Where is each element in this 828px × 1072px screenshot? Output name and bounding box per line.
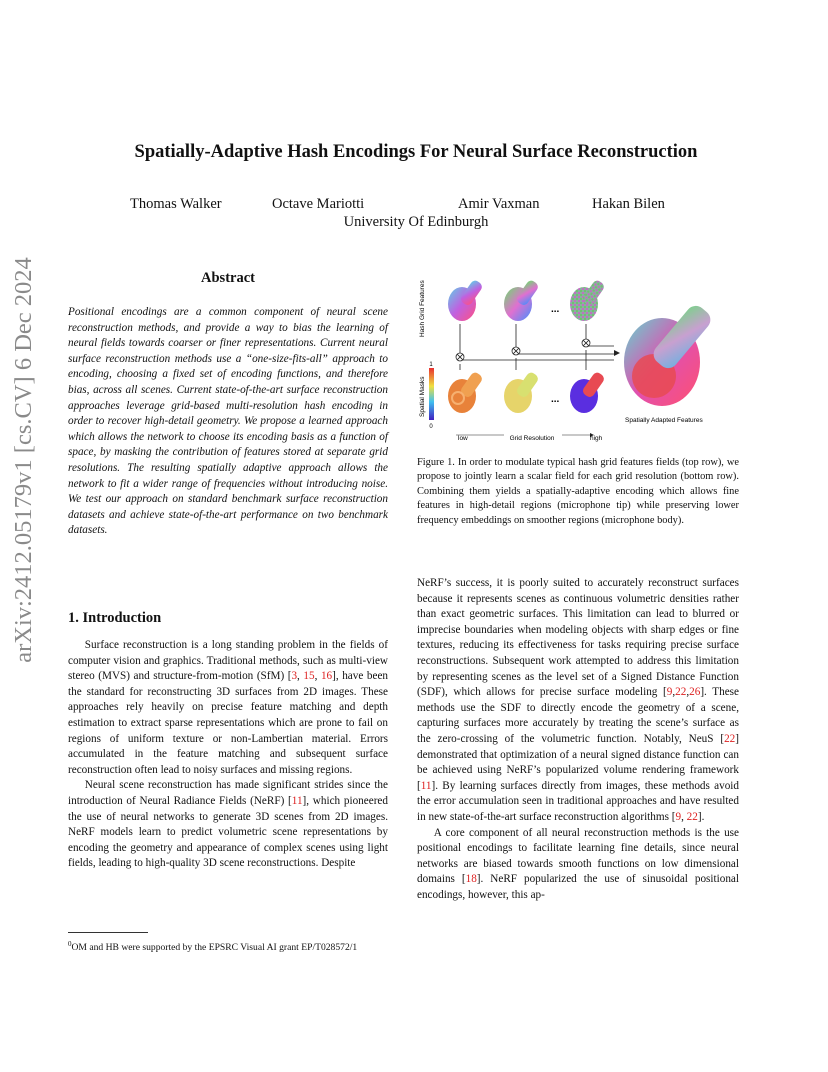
column-2-text [417, 576, 739, 903]
citation[interactable]: 3 [291, 670, 298, 683]
axis-low-label: low [458, 435, 468, 442]
figure-1 [414, 272, 748, 448]
figure-caption: Figure 1. In order to modulate typical hash grid features fields (top row), we propose to jointly learn a scalar field for each grid resolution (bottom row). Combining them yields a spatially-adaptive encoding which allows fine features in high-detail regions (microphone tip) while preserving lower frequency embeddings on smoother regions (microphone body). [417, 457, 739, 526]
hash-grid-features-label: Hash Grid Features [419, 280, 426, 337]
citation[interactable]: 22 [724, 732, 736, 745]
citation[interactable]: 11 [291, 794, 303, 807]
mask-mid [504, 371, 540, 413]
citation[interactable]: 22 [675, 686, 687, 699]
scale-bottom-label: 0 [429, 424, 433, 430]
intro-paragraph-2: Neural scene reconstruction has made significant strides since the introduction of Neural Radiance Fields (NeRF) [11], which pioneered the use of neural networks to generate 3D scenes from 2D images. NeRF models learn to predict volumetric scene representations by encoding the geometry and appearance of complex scenes using light fields, leading to high-quality 3D scene reconstructions. Despite [68, 779, 388, 870]
multiply-node-2 [512, 347, 520, 355]
mask-high [570, 371, 606, 413]
author-1: Thomas Walker [130, 196, 222, 212]
citation[interactable]: 15 [303, 670, 315, 683]
multiply-node-3 [582, 339, 590, 347]
col2-paragraph-1: NeRF’s success, it is poorly suited to accurately reconstruct surfaces because it represents scenes as continuous volumetric densities rather than exact geometric surfaces. This limitation can lead to blurred or imprecise boundaries when modeling objects with sharp edges or fine textures, reducing its effectiveness for tasks requiring precise surface reconstructions. Subsequent work attempted to address this limitation by representing scenes as the level set of a Signed Distance Function (SDF), which allows for precise surface modeling [9,22,26]. These methods use the SDF to directly encode the geometry of a scene, capturing surfaces more accurately by treating the scene’s surface as the zero-crossing of the volumetric function. Notably, NeuS [22] demonstrated that optimization of a neural signed distance function can be achieved using NeRF’s popularized volume rendering framework [11]. By learning surfaces directly from images, these methods avoid the error accumulation seen in traditional approaches and have resulted in new state-of-the-art surface reconstruction algorithms [9, 22]. [417, 577, 739, 823]
mask-low [448, 371, 484, 413]
introduction-heading: 1. Introduction [68, 610, 162, 626]
spatial-masks-label: Spatial Masks [419, 376, 426, 417]
hash-feature-high [570, 279, 606, 321]
mask-color-scale [429, 368, 434, 420]
multiply-node-1 [456, 353, 464, 361]
axis-title: Grid Resolution [509, 435, 555, 442]
author-3: Amir Vaxman [458, 196, 540, 212]
author-2: Octave Mariotti [272, 196, 365, 212]
citation[interactable]: 11 [420, 779, 432, 792]
citation[interactable]: 16 [320, 670, 333, 683]
scale-top-label: 1 [429, 362, 433, 368]
intro-paragraph-1: Surface reconstruction is a long standing problem in the fields of computer vision and graphics. Traditional methods, such as multi-view stereo (MVS) and structure-from-motion (SfM) [3, 15, 16], have been the standard for reconstructing 3D surfaces from 2D images. These approaches rely heavily on precise feature matching and depth estimation to extract sparse representations which are prone to fail on regions of uniform texture or non-Lambertian material. Errors accumulated in the feature matching and subsequent surface reconstruction often lead to noisy surfaces and missing regions. [68, 639, 389, 776]
arxiv-identifier: arXiv:2412.05179v1 [cs.CV] 6 Dec 2024 [10, 257, 37, 663]
hash-feature-mid [504, 279, 540, 321]
citation[interactable]: 26 [689, 686, 701, 699]
axis-high-label: high [590, 435, 603, 442]
spatially-adapted-label: Spatially Adapted Features [625, 417, 703, 424]
citation[interactable]: 9 [666, 686, 673, 699]
top-ellipsis: ... [551, 304, 560, 315]
citation[interactable]: 22 [686, 810, 698, 823]
arrow-head [614, 350, 620, 356]
paper-title: Spatially-Adaptive Hash Encodings For Neural Surface Reconstruction [134, 142, 698, 162]
citation[interactable]: 9 [675, 810, 682, 823]
abstract-text: Positional encodings are a common component of neural scene reconstruction methods, and provide a way to bias the learning of neural fields towards coarser or finer representations. Current neural surface reconstruction methods use a “one-size-fits-all” approach to encoding, choosing a fixed set of encoding functions, and therefore bias, across all scenes. Current state-of-the-art surface reconstruction approaches leverage grid-based multi-resolution hash encoding in order to recover high-detail geometry. We propose a learned approach which allows the network to choose its encoding basis as a function of space, by masking the contribution of features stored at separate grid resolutions. The resulting spatially adaptive approach allows the network to fit a wider range of frequencies without introducing noise. We test our approach on standard benchmark surface reconstruction datasets and achieve state-of-the-art performance on two benchmark datasets. [68, 306, 388, 537]
bottom-ellipsis: ... [551, 394, 560, 405]
spatially-adapted-result [624, 302, 714, 406]
combination-arrows [460, 324, 614, 370]
col2-paragraph-2: A core component of all neural reconstruction methods is the use positional encodings to facilitate learning fine details, since neural networks are biased towards smooth functions on low dimensional domains [18]. NeRF popularized the use of sinusoidal positional encodings, however, this ap- [417, 826, 739, 901]
author-4: Hakan Bilen [592, 196, 665, 212]
footnote-rule [68, 932, 148, 933]
abstract-heading: Abstract [201, 270, 255, 286]
introduction-column-1 [68, 638, 388, 872]
hash-feature-low [448, 279, 484, 321]
affiliation: University Of Edinburgh [343, 214, 489, 230]
citation[interactable]: 18 [465, 873, 477, 886]
footnote: $^0$OM and HB were supported by the EPSRC Visual AI grant EP/T028572/1 [68, 940, 358, 954]
